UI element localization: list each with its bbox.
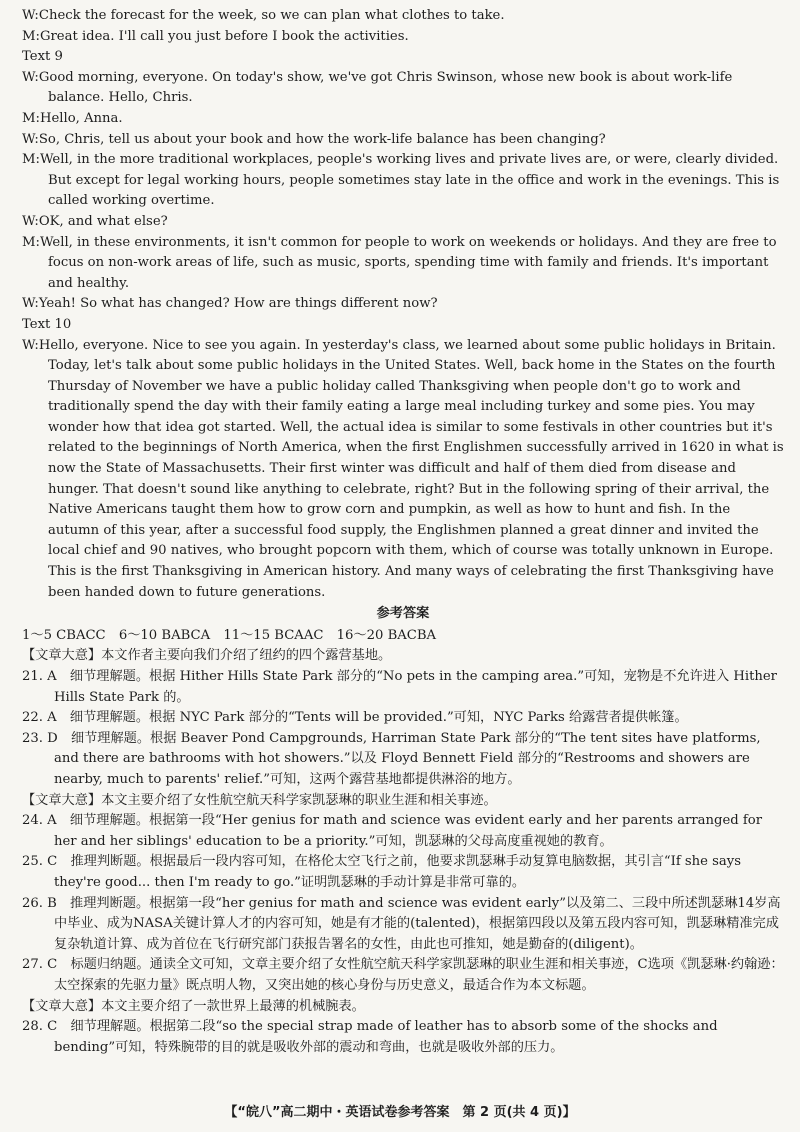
explanation-item: 22. A 细节理解题。根据 NYC Park 部分的“Tents will be provided.”可知，NYC Parks 给露营者提供帐篷。	[22, 710, 688, 726]
explanation-item: 27. C 标题归纳题。通读全文可知，文章主要介绍了女性航空航天科学家凯瑟琳的职业生涯和相关事迹，C选项《凯瑟琳·约翰逊：太空探索的先驱力量》既点明人物，又突出她的核心身份与历史意义，最适合作为本文标题。	[22, 957, 784, 993]
dialogue-line: W:So, Chris, tell us about your book and how the work-life balance has been changing?	[22, 131, 606, 147]
passage-summary: 【文章大意】本文作者主要向我们介绍了纽约的四个露营基地。	[22, 648, 392, 664]
dialogue-line: M:Hello, Anna.	[22, 110, 123, 126]
dialogue-line: M:Great idea. I'll call you just before I book the activities.	[22, 28, 409, 44]
text-label: Text 9	[22, 49, 63, 65]
dialogue-line: W:Good morning, everyone. On today's show, we've got Chris Swinson, whose new book is about work-life balance. Hello, Chris.	[22, 69, 733, 106]
transcript-section	[22, 6, 784, 603]
dialogue-line: W:Check the forecast for the week, so we can plan what clothes to take.	[22, 8, 505, 23]
explanation-item: 28. C 细节理解题。根据第二段“so the special strap made of leather has to absorb some of the shocks and bending”可知，特殊腕带的目的就是吸收外部的震动和弯曲，也就是吸收外部的压力。	[22, 1019, 718, 1055]
explanation-item: 21. A 细节理解题。根据 Hither Hills State Park 部分的“No pets in the camping area.”可知，宠物是不允许进入 Hither Hills State Park 的。	[22, 669, 777, 705]
explanation-item: 24. A 细节理解题。根据第一段“Her genius for math and science was evident early and her parents arranged for her and her siblings' education to be a priority.”可知，凯瑟琳的父母高度重视她的教育。	[22, 813, 763, 849]
passage-summary: 【文章大意】本文主要介绍了女性航空航天科学家凯瑟琳的职业生涯和相关事迹。	[22, 792, 497, 808]
dialogue-line: W:Yeah! So what has changed? How are things different now?	[22, 296, 438, 312]
text-label: Text 10	[22, 316, 72, 332]
dialogue-line: M:Well, in the more traditional workplaces, people's working lives and private lives are, or were, clearly divided. But except for legal working hours, people sometimes stay late in the office and work in the evenings. This is called working overtime.	[22, 152, 780, 209]
dialogue-line: M:Well, in these environments, it isn't common for people to work on weekends or holidays. And they are free to focus on non-work areas of life, such as music, sports, spending time with family and friends. It's important and healthy.	[22, 234, 777, 291]
explanation-item: 26. B 推理判断题。根据第一段“her genius for math and science was evident early”以及第二、三段中所述凯瑟琳14岁高中毕业、成为NASA关键计算人才的内容可知，她是有才能的(talented)，根据第四段以及第五段内容可知，凯瑟琳精准完成复杂轨道计算、成为首位在飞行研究部门获报告署名的女性，由此也可推知，她是勤奋的(diligent)。	[22, 895, 781, 952]
dialogue-line: W:OK, and what else?	[22, 213, 168, 229]
explanations-section	[22, 646, 784, 1058]
answer-key: 1～5 CBACC 6～10 BABCA 11～15 BCAAC 16～20 BACBA	[22, 627, 437, 643]
passage-summary: 【文章大意】本文主要介绍了一款世界上最薄的机械腕表。	[22, 998, 365, 1014]
answers-heading: 参考答案	[376, 606, 430, 622]
explanation-item: 23. D 细节理解题。根据 Beaver Pond Campgrounds, Harriman State Park 部分的“The tent sites have platforms, and there are bathrooms with hot showers.”以及 Floyd Bennett Field 部分的“Restrooms and showers are nearby, much to parents' relief.”可知，这两个露营基地都提供淋浴的地方。	[22, 730, 761, 787]
monologue: W:Hello, everyone. Nice to see you again. In yesterday's class, we learned about some public holidays in Britain. Today, let's talk about some public holidays in the United States. Well, back home in the States on the fourth Thursday of November we have a public holiday called Thanksgiving when people don't go to work and traditionally spend the day with their family eating a large meal including turkey and some pies. You may wonder how that idea got started. Well, the actual idea is similar to some festivals in other countries but it's related to the beginnings of North America, when the first Englishmen successfully arrived in 1620 in what is now the State of Massachusetts. Their first winter was difficult and half of them died from disease and hunger. That doesn't sound like anything to celebrate, right? But in the following spring of their arrival, the Native Americans taught them how to grow corn and pumpkin, as well as how to hunt and fish. In the autumn of this year, after a successful food supply, the Englishmen planned a great dinner and invited the local chief and 90 natives, who brought popcorn with them, which of course was totally unknown in Europe. This is the first Thanksgiving in American history. And many ways of celebrating the first Thanksgiving have been handed down to future generations.	[22, 337, 784, 600]
page-footer: 【“皖八”高二期中・英语试卷参考答案 第 2 页(共 4 页)】	[224, 1105, 576, 1121]
explanation-item: 25. C 推理判断题。根据最后一段内容可知，在格伦太空飞行之前，他要求凯瑟琳手动复算电脑数据，其引言“If she says they're good... then I'm ready to go.”证明凯瑟琳的手动计算是非常可靠的。	[22, 854, 742, 890]
